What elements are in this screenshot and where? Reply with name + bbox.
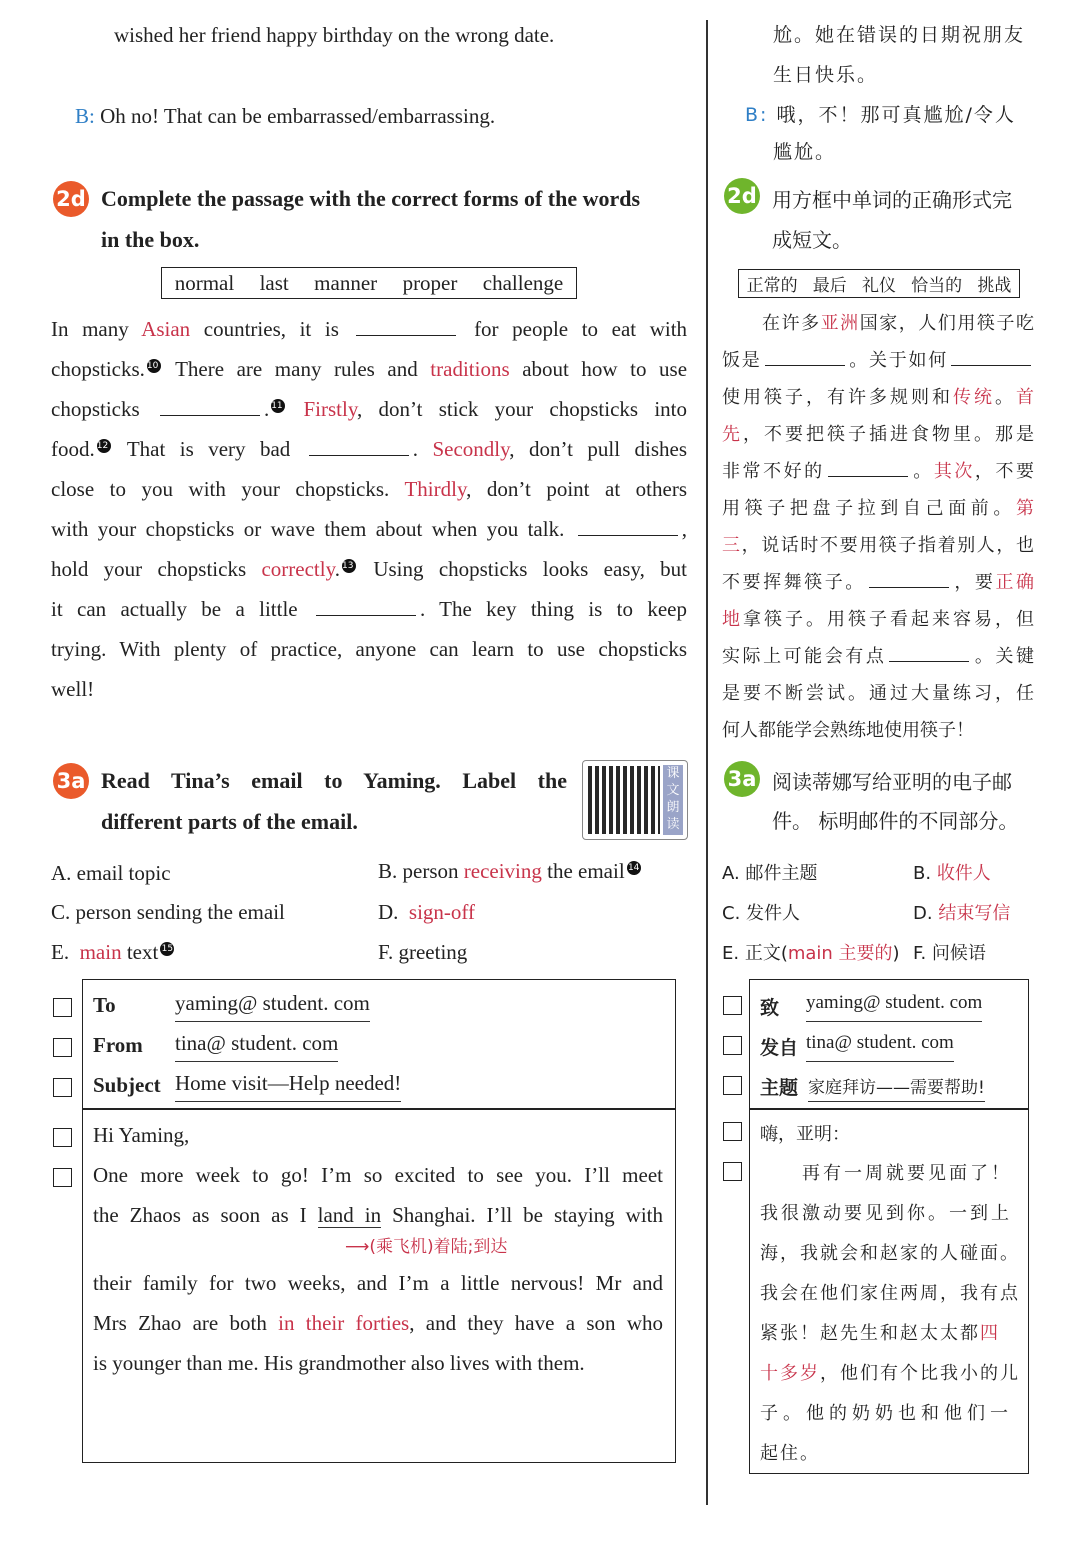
zh-dialogue-b-text: 哦，不！那可真尴尬/令人 — [776, 104, 1016, 126]
email-body-line: the Zhaos as soon as I land in Shanghai. I’ll be staying with — [93, 1203, 663, 1227]
zh-email-body-line: 十多岁，他们有个比我小的儿 — [760, 1363, 1020, 1384]
passage-line: it can actually be a little . The key thing is to keep — [51, 597, 687, 621]
zh-answer-blank[interactable] — [889, 645, 969, 662]
section-badge-3a: 3a — [53, 763, 89, 799]
section-badge-2d: 2d — [53, 181, 89, 217]
answer-blank[interactable] — [316, 595, 416, 616]
zh-email-from-value: tina@ student. com — [806, 1025, 954, 1062]
section-3a-title-line1: Read Tina’s email to Yaming. Label the — [101, 768, 567, 793]
zh-email-body-line: 海，我就会和赵家的人碰面。 — [760, 1243, 1020, 1264]
passage-line: In many Asian countries, it is for people to eat with — [51, 317, 688, 341]
dialogue-b-text: Oh no! That can be embarrassed/embarrassing. — [100, 104, 496, 128]
label-checkbox[interactable] — [53, 998, 72, 1017]
note-marker: 10 — [147, 359, 161, 373]
zh-passage-line: 非常不好的 。其次，不要 — [722, 461, 1035, 482]
zh-dialogue-b-cont: 尴尬。 — [773, 141, 837, 163]
note-marker: 14 — [627, 863, 640, 873]
zh-answer-blank[interactable] — [869, 571, 949, 588]
zh-section-2d-title-line1: 用方框中单词的正确形式完 — [772, 188, 1012, 212]
zh-label-checkbox[interactable] — [723, 1162, 742, 1181]
email-from-value: tina@ student. com — [175, 1025, 338, 1062]
section-2d-title-line2: in the box. — [101, 227, 200, 252]
zh-passage-line: 地拿筷子。用筷子看起来容易，但 — [722, 609, 1034, 630]
qr-code-icon — [588, 766, 660, 834]
zh-email-body-line: 再有一周就要见面了！ — [802, 1163, 1012, 1184]
word: challenge — [482, 270, 564, 295]
zh-email-to-value: yaming@ student. com — [806, 985, 982, 1022]
note-word-traditions: traditions — [430, 357, 510, 381]
option-a: A. email topic — [51, 861, 171, 885]
zh-email-greeting: 嗨，亚明： — [760, 1124, 850, 1145]
passage-line: well! — [51, 677, 95, 701]
zh-passage-line: 实际上可能会有点 。关键 — [722, 646, 1035, 667]
passage-line: food. 12 That is very bad . Secondly, don’t pull dishes — [51, 437, 687, 461]
word: normal — [174, 270, 235, 295]
zh-email-subject-label: 主题 — [760, 1077, 799, 1099]
section-2d-title-line1: Complete the passage with the correct forms of the words — [101, 186, 641, 211]
passage-line: close to you with your chopsticks. Thirdly, don’t point at others — [51, 477, 688, 501]
zh-word-box — [738, 269, 1020, 298]
option-c: C. person sending the email — [51, 900, 285, 924]
underlined-phrase: land in — [317, 1203, 382, 1227]
answer-blank[interactable] — [309, 435, 409, 456]
zh-dialogue-b — [745, 100, 1016, 127]
qr-code[interactable] — [582, 760, 688, 840]
zh-section-badge-2d: 2d — [724, 178, 760, 214]
zh-email-header-divider — [750, 1108, 1028, 1110]
zh-email-body-line: 子。他的奶奶也和他们一 — [760, 1403, 1013, 1424]
zh-speaker-b-label: B: — [745, 104, 769, 126]
zh-word: 正常的 — [746, 276, 798, 296]
note-marker: 13 — [342, 559, 356, 573]
zh-dialogue-line2: 生日快乐。 — [773, 64, 879, 86]
passage-line: hold your chopsticks correctly. 13 Using chopsticks looks easy, but — [51, 557, 687, 581]
option-e: E. main text 15 — [51, 940, 174, 964]
label-checkbox[interactable] — [53, 1168, 72, 1187]
note-word-asian: Asian — [141, 317, 191, 341]
zh-answer-blank[interactable] — [828, 460, 908, 477]
zh-email-body-line: 我很激动要见到你。一到上 — [760, 1203, 1012, 1224]
email-subject-label: Subject — [93, 1073, 161, 1097]
zh-option-f: F. 问候语 — [913, 943, 986, 964]
passage-line: with your chopsticks or wave them about when you talk. , — [51, 517, 688, 541]
zh-label-checkbox[interactable] — [723, 1122, 742, 1141]
zh-word: 挑战 — [977, 276, 1012, 296]
column-divider — [706, 20, 708, 1505]
zh-section-3a-title-line1: 阅读蒂娜写给亚明的电子邮 — [772, 770, 1012, 794]
zh-email-subject-value: 家庭拜访——需要帮助! — [808, 1073, 985, 1102]
zh-word: 礼仪 — [861, 276, 896, 296]
email-body-line: Mrs Zhao are both in their forties, and they have a son who — [93, 1311, 663, 1335]
zh-word: 恰当的 — [911, 276, 963, 296]
zh-section-2d-title-line2: 成短文。 — [772, 228, 852, 252]
zh-label-checkbox[interactable] — [723, 996, 742, 1015]
email-header-divider — [83, 1108, 675, 1110]
note-word-correctly: correctly — [261, 557, 335, 581]
zh-email-body-line: 紧张！赵先生和赵太太都四 — [760, 1323, 1000, 1344]
email-greeting: Hi Yaming, — [93, 1123, 190, 1147]
zh-option-e: E. 正文(main 主要的) — [722, 943, 900, 964]
zh-label-checkbox[interactable] — [723, 1036, 742, 1055]
zh-label-checkbox[interactable] — [723, 1076, 742, 1095]
word: manner — [314, 270, 378, 295]
zh-passage-line: 三，说话时不要用筷子指着别人，也 — [722, 535, 1035, 556]
zh-email-body-line: 起住。 — [760, 1443, 820, 1464]
zh-option-a: A. 邮件主题 — [722, 863, 818, 884]
email-from-label: From — [93, 1033, 143, 1057]
speaker-b-label: B: — [75, 104, 95, 128]
email-to-value: yaming@ student. com — [175, 985, 370, 1022]
option-b: B. person receiving the email 14 — [378, 859, 640, 883]
note-marker: 11 — [271, 399, 285, 413]
zh-passage-line: 何人都能学会熟练地使用筷子！ — [722, 720, 974, 741]
note-marker: 15 — [161, 944, 174, 954]
passage-line: chopsticks. 10 There are many rules and traditions about how to use — [51, 357, 688, 381]
option-d: D. sign-off — [378, 900, 476, 924]
email-to-label: To — [93, 993, 116, 1017]
qr-label: 课文朗读 — [663, 765, 683, 835]
zh-passage-line: 先，不要把筷子插进食物里。那是 — [722, 424, 1034, 445]
zh-word: 最后 — [812, 276, 847, 296]
dialogue-line: wished her friend happy birthday on the wrong date. — [114, 23, 555, 47]
zh-answer-blank[interactable] — [951, 349, 1031, 366]
email-subject-value: Home visit—Help needed! — [175, 1065, 401, 1102]
zh-passage-line: 使用筷子，有许多规则和传统。首 — [722, 387, 1034, 408]
zh-option-c: C. 发件人 — [722, 903, 801, 924]
arrow-icon: ⟶ — [345, 1237, 370, 1257]
zh-email-from-label: 发自 — [760, 1037, 799, 1059]
answer-blank[interactable] — [356, 315, 456, 336]
zh-email-body-line: 我会在他们家住两周，我有点 — [760, 1283, 1020, 1304]
email-body-line: their family for two weeks, and I’m a little nervous! Mr and — [93, 1271, 663, 1295]
label-checkbox[interactable] — [53, 1038, 72, 1057]
label-checkbox[interactable] — [53, 1078, 72, 1097]
email-body-line: One more week to go! I’m so excited to see you. I’ll meet — [93, 1163, 663, 1187]
zh-passage-line: 在许多亚洲国家，人们用筷子吃 — [762, 313, 1035, 334]
word-box — [161, 267, 577, 299]
zh-dialogue-line1: 尬。她在错误的日期祝朋友 — [773, 24, 1026, 46]
email-body-line: is younger than me. His grandmother also lives with them. — [93, 1351, 585, 1375]
dialogue-b — [75, 96, 495, 136]
zh-passage-line: 是要不断尝试。通过大量练习，任 — [722, 683, 1034, 704]
zh-answer-blank[interactable] — [765, 349, 845, 366]
zh-passage-line: 用筷子把盘子拉到自己面前。第 — [722, 498, 1034, 519]
note-word-thirdly: Thirdly — [404, 477, 467, 501]
zh-email-to-label: 致 — [760, 997, 780, 1019]
zh-passage-line: 饭是 。关于如何 — [722, 346, 1034, 383]
note-word-firstly: Firstly — [303, 397, 357, 421]
note-marker: 12 — [97, 439, 111, 453]
answer-blank[interactable] — [160, 395, 260, 416]
passage-2d — [51, 309, 687, 709]
section-3a-title-line2: different parts of the email. — [101, 809, 358, 834]
zh-option-b: B. 收件人 — [913, 863, 991, 884]
word: proper — [402, 270, 458, 295]
option-f: F. greeting — [378, 940, 468, 964]
zh-passage-2d — [722, 309, 1034, 753]
zh-section-badge-3a: 3a — [724, 761, 760, 797]
handwritten-note: ⟶(乘飞机)着陆;到达 — [345, 1237, 508, 1257]
label-checkbox[interactable] — [53, 1128, 72, 1147]
zh-option-d: D. 结束写信 — [913, 903, 1011, 924]
zh-passage-line: 不要挥舞筷子。 ，要正确 — [722, 572, 1035, 593]
zh-section-3a-title-line2: 件。 标明邮件的不同部分。 — [772, 809, 1019, 833]
word: last — [259, 270, 289, 295]
answer-blank[interactable] — [578, 515, 678, 536]
passage-line: chopsticks . 11 Firstly, don’t stick your chopsticks into — [51, 397, 688, 421]
note-word-secondly: Secondly — [432, 437, 510, 461]
passage-line: trying. With plenty of practice, anyone can learn to use chopsticks — [51, 637, 687, 661]
